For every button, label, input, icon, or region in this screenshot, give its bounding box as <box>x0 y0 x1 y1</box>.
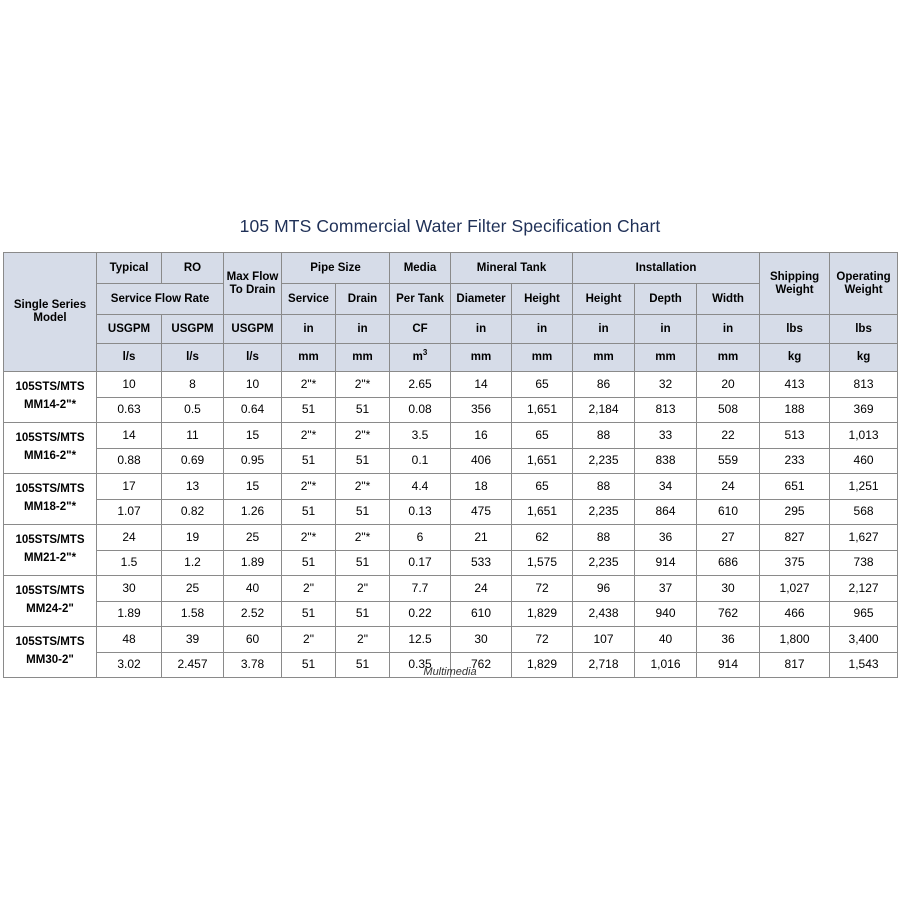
data-cell-imperial: 17 <box>97 474 162 500</box>
data-cell-metric: 51 <box>282 601 336 627</box>
header-sub-service-flow-rate: Service Flow Rate <box>97 284 224 315</box>
data-cell-metric: 1.58 <box>162 601 224 627</box>
header-row-units-metric <box>4 344 898 372</box>
data-cell-imperial: 1,251 <box>830 474 898 500</box>
table-row <box>4 397 898 423</box>
data-cell-imperial: 30 <box>697 576 760 602</box>
header-group-operating-weight: Operating Weight <box>830 253 898 315</box>
data-cell-metric: 51 <box>336 397 390 423</box>
data-cell-metric: 914 <box>697 652 760 678</box>
data-cell-metric: 686 <box>697 550 760 576</box>
data-cell-metric: 610 <box>451 601 512 627</box>
data-cell-imperial: 413 <box>760 372 830 398</box>
data-cell-imperial: 30 <box>451 627 512 653</box>
data-cell-imperial: 65 <box>512 372 573 398</box>
header-sub-install-width: Width <box>697 284 760 315</box>
data-cell-metric: 1,651 <box>512 448 573 474</box>
data-cell-metric: 0.08 <box>390 397 451 423</box>
data-cell-imperial: 96 <box>573 576 635 602</box>
header-unit-metric: kg <box>760 344 830 372</box>
table-row <box>4 601 898 627</box>
data-cell-metric: 356 <box>451 397 512 423</box>
data-cell-metric: 1,651 <box>512 397 573 423</box>
table-header <box>4 253 898 372</box>
model-name-line-1: 105STS/MTS <box>15 483 85 496</box>
header-single-series-model: Single Series Model <box>4 253 97 372</box>
data-cell-imperial: 34 <box>635 474 697 500</box>
header-unit-metric: mm <box>336 344 390 372</box>
data-cell-imperial: 62 <box>512 525 573 551</box>
data-cell-imperial: 18 <box>451 474 512 500</box>
data-cell-imperial: 15 <box>224 423 282 449</box>
header-unit-imperial: in <box>573 315 635 344</box>
data-cell-metric: 813 <box>635 397 697 423</box>
data-cell-imperial: 107 <box>573 627 635 653</box>
table-row-group <box>4 525 898 576</box>
data-cell-imperial: 15 <box>224 474 282 500</box>
data-cell-metric: 51 <box>282 550 336 576</box>
data-cell-metric: 0.1 <box>390 448 451 474</box>
data-cell-metric: 2,184 <box>573 397 635 423</box>
header-unit-imperial: lbs <box>760 315 830 344</box>
data-cell-metric: 0.95 <box>224 448 282 474</box>
data-cell-metric: 1.07 <box>97 499 162 525</box>
data-cell-metric: 1.5 <box>97 550 162 576</box>
table-row <box>4 525 898 551</box>
model-name-line-1: 105STS/MTS <box>15 636 85 649</box>
data-cell-metric: 233 <box>760 448 830 474</box>
data-cell-metric: 864 <box>635 499 697 525</box>
data-cell-metric: 1,829 <box>512 601 573 627</box>
data-cell-imperial: 11 <box>162 423 224 449</box>
data-cell-imperial: 3.5 <box>390 423 451 449</box>
header-unit-metric: kg <box>830 344 898 372</box>
model-cell <box>4 576 97 627</box>
table-row <box>4 448 898 474</box>
data-cell-imperial: 2.65 <box>390 372 451 398</box>
data-cell-metric: 51 <box>336 448 390 474</box>
data-cell-metric: 51 <box>336 652 390 678</box>
data-cell-imperial: 40 <box>635 627 697 653</box>
header-group-installation: Installation <box>573 253 760 284</box>
data-cell-metric: 2,438 <box>573 601 635 627</box>
header-group-media: Media <box>390 253 451 284</box>
header-group-ro: RO <box>162 253 224 284</box>
data-cell-imperial: 88 <box>573 525 635 551</box>
model-name-line-1: 105STS/MTS <box>15 381 85 394</box>
data-cell-metric: 0.22 <box>390 601 451 627</box>
header-group-shipping-weight: Shipping Weight <box>760 253 830 315</box>
data-cell-metric: 475 <box>451 499 512 525</box>
header-row-groups <box>4 253 898 284</box>
footer-caption: Multimedia <box>423 666 477 678</box>
header-unit-imperial: in <box>451 315 512 344</box>
data-cell-imperial: 10 <box>97 372 162 398</box>
data-cell-metric: 508 <box>697 397 760 423</box>
header-group-max-flow-to-drain: Max Flow To Drain <box>224 253 282 315</box>
table-row <box>4 372 898 398</box>
data-cell-metric: 295 <box>760 499 830 525</box>
data-cell-metric: 1,543 <box>830 652 898 678</box>
data-cell-imperial: 24 <box>451 576 512 602</box>
data-cell-imperial: 21 <box>451 525 512 551</box>
data-cell-metric: 1.89 <box>224 550 282 576</box>
header-unit-imperial: USGPM <box>224 315 282 344</box>
data-cell-imperial: 30 <box>97 576 162 602</box>
data-cell-imperial: 86 <box>573 372 635 398</box>
header-unit-imperial: USGPM <box>162 315 224 344</box>
header-unit-metric: mm <box>573 344 635 372</box>
data-cell-imperial: 88 <box>573 474 635 500</box>
header-unit-metric: mm <box>451 344 512 372</box>
data-cell-imperial: 2"* <box>282 372 336 398</box>
data-cell-metric: 406 <box>451 448 512 474</box>
header-unit-metric: mm <box>697 344 760 372</box>
model-name-line-1: 105STS/MTS <box>15 534 85 547</box>
data-cell-metric: 1,829 <box>512 652 573 678</box>
header-unit-metric: l/s <box>97 344 162 372</box>
data-cell-metric: 965 <box>830 601 898 627</box>
header-group-pipe-size: Pipe Size <box>282 253 390 284</box>
model-name-line-2: MM18-2"* <box>23 501 77 513</box>
data-cell-metric: 0.63 <box>97 397 162 423</box>
header-group-mineral-tank: Mineral Tank <box>451 253 573 284</box>
header-unit-imperial: in <box>282 315 336 344</box>
data-cell-metric: 838 <box>635 448 697 474</box>
data-cell-imperial: 48 <box>97 627 162 653</box>
header-unit-imperial: in <box>635 315 697 344</box>
data-cell-imperial: 72 <box>512 576 573 602</box>
metric-media-unit-exponent: 3 <box>422 348 428 358</box>
data-cell-imperial: 16 <box>451 423 512 449</box>
data-cell-imperial: 19 <box>162 525 224 551</box>
header-unit-imperial: in <box>697 315 760 344</box>
model-name-line-2: MM16-2"* <box>23 450 77 462</box>
metric-media-unit-base: m <box>412 351 423 364</box>
header-unit-metric: mm <box>512 344 573 372</box>
data-cell-imperial: 1,027 <box>760 576 830 602</box>
data-cell-metric: 0.13 <box>390 499 451 525</box>
model-name-line-2: MM24-2" <box>26 603 74 615</box>
header-sub-tank-diameter: Diameter <box>451 284 512 315</box>
data-cell-imperial: 39 <box>162 627 224 653</box>
data-cell-metric: 1.89 <box>97 601 162 627</box>
data-cell-metric: 2,235 <box>573 550 635 576</box>
data-cell-metric: 188 <box>760 397 830 423</box>
header-sub-pipe-drain: Drain <box>336 284 390 315</box>
data-cell-imperial: 2" <box>282 576 336 602</box>
data-cell-metric: 51 <box>336 601 390 627</box>
header-unit-metric-media <box>390 344 451 372</box>
data-cell-imperial: 2,127 <box>830 576 898 602</box>
data-cell-metric: 1,575 <box>512 550 573 576</box>
data-cell-imperial: 3,400 <box>830 627 898 653</box>
data-cell-metric: 2,235 <box>573 448 635 474</box>
data-cell-imperial: 33 <box>635 423 697 449</box>
data-cell-metric: 1.2 <box>162 550 224 576</box>
header-unit-metric: mm <box>282 344 336 372</box>
data-cell-metric: 0.64 <box>224 397 282 423</box>
data-cell-imperial: 2"* <box>336 525 390 551</box>
model-name-line-2: MM30-2" <box>26 654 74 666</box>
data-cell-imperial: 60 <box>224 627 282 653</box>
data-cell-metric: 0.5 <box>162 397 224 423</box>
data-cell-imperial: 1,800 <box>760 627 830 653</box>
data-cell-metric: 0.82 <box>162 499 224 525</box>
data-cell-imperial: 32 <box>635 372 697 398</box>
data-cell-imperial: 36 <box>697 627 760 653</box>
data-cell-imperial: 1,013 <box>830 423 898 449</box>
data-cell-imperial: 27 <box>697 525 760 551</box>
data-cell-imperial: 2"* <box>336 423 390 449</box>
data-cell-metric: 914 <box>635 550 697 576</box>
header-unit-imperial: CF <box>390 315 451 344</box>
data-cell-metric: 0.88 <box>97 448 162 474</box>
spec-table-container <box>3 252 897 678</box>
model-name-line-1: 105STS/MTS <box>15 432 85 445</box>
table-row <box>4 499 898 525</box>
table-row-group <box>4 474 898 525</box>
data-cell-imperial: 14 <box>97 423 162 449</box>
data-cell-metric: 762 <box>697 601 760 627</box>
data-cell-metric: 559 <box>697 448 760 474</box>
header-sub-pipe-service: Service <box>282 284 336 315</box>
data-cell-imperial: 22 <box>697 423 760 449</box>
data-cell-metric: 0.69 <box>162 448 224 474</box>
header-unit-metric: l/s <box>162 344 224 372</box>
data-cell-imperial: 2"* <box>282 423 336 449</box>
data-cell-imperial: 88 <box>573 423 635 449</box>
data-cell-metric: 466 <box>760 601 830 627</box>
data-cell-metric: 738 <box>830 550 898 576</box>
table-row <box>4 576 898 602</box>
data-cell-imperial: 813 <box>830 372 898 398</box>
header-unit-metric: mm <box>635 344 697 372</box>
model-name-line-2: MM14-2"* <box>23 399 77 411</box>
data-cell-imperial: 513 <box>760 423 830 449</box>
data-cell-metric: 375 <box>760 550 830 576</box>
data-cell-metric: 51 <box>282 652 336 678</box>
data-cell-imperial: 1,627 <box>830 525 898 551</box>
data-cell-imperial: 13 <box>162 474 224 500</box>
model-cell <box>4 423 97 474</box>
model-cell <box>4 372 97 423</box>
model-cell <box>4 474 97 525</box>
model-name-line-2: MM21-2"* <box>23 552 77 564</box>
data-cell-imperial: 7.7 <box>390 576 451 602</box>
table-row-group <box>4 576 898 627</box>
data-cell-metric: 51 <box>282 448 336 474</box>
data-cell-metric: 568 <box>830 499 898 525</box>
data-cell-imperial: 12.5 <box>390 627 451 653</box>
data-cell-imperial: 10 <box>224 372 282 398</box>
header-unit-imperial: in <box>512 315 573 344</box>
data-cell-metric: 51 <box>336 499 390 525</box>
data-cell-imperial: 65 <box>512 423 573 449</box>
data-cell-imperial: 2"* <box>336 372 390 398</box>
data-cell-imperial: 6 <box>390 525 451 551</box>
data-cell-imperial: 24 <box>97 525 162 551</box>
data-cell-metric: 0.17 <box>390 550 451 576</box>
header-unit-imperial: lbs <box>830 315 898 344</box>
data-cell-metric: 0.35 <box>390 652 451 678</box>
data-cell-metric: 762 <box>451 652 512 678</box>
table-row-group <box>4 372 898 423</box>
data-cell-imperial: 2" <box>336 576 390 602</box>
table-row <box>4 474 898 500</box>
header-row-units-imperial <box>4 315 898 344</box>
data-cell-imperial: 827 <box>760 525 830 551</box>
data-cell-imperial: 2" <box>282 627 336 653</box>
data-cell-metric: 369 <box>830 397 898 423</box>
table-row <box>4 423 898 449</box>
data-cell-metric: 1,651 <box>512 499 573 525</box>
model-cell <box>4 525 97 576</box>
data-cell-metric: 533 <box>451 550 512 576</box>
header-sub-media-per-tank: Per Tank <box>390 284 451 315</box>
data-cell-metric: 1,016 <box>635 652 697 678</box>
data-cell-metric: 817 <box>760 652 830 678</box>
data-cell-metric: 610 <box>697 499 760 525</box>
header-sub-install-height: Height <box>573 284 635 315</box>
data-cell-metric: 51 <box>336 550 390 576</box>
page-title: 105 MTS Commercial Water Filter Specification Chart <box>239 216 661 236</box>
data-cell-imperial: 2"* <box>282 525 336 551</box>
header-unit-imperial: USGPM <box>97 315 162 344</box>
table-row <box>4 550 898 576</box>
data-cell-imperial: 25 <box>224 525 282 551</box>
data-cell-metric: 2,235 <box>573 499 635 525</box>
data-cell-imperial: 36 <box>635 525 697 551</box>
data-cell-imperial: 24 <box>697 474 760 500</box>
specification-table <box>3 252 898 678</box>
header-sub-install-depth: Depth <box>635 284 697 315</box>
data-cell-imperial: 2"* <box>282 474 336 500</box>
data-cell-metric: 460 <box>830 448 898 474</box>
data-cell-metric: 51 <box>282 397 336 423</box>
data-cell-metric: 940 <box>635 601 697 627</box>
header-unit-metric: l/s <box>224 344 282 372</box>
data-cell-metric: 2.457 <box>162 652 224 678</box>
data-cell-imperial: 14 <box>451 372 512 398</box>
table-row <box>4 627 898 653</box>
data-cell-imperial: 651 <box>760 474 830 500</box>
header-sub-tank-height: Height <box>512 284 573 315</box>
data-cell-metric: 3.02 <box>97 652 162 678</box>
data-cell-metric: 3.78 <box>224 652 282 678</box>
header-unit-imperial: in <box>336 315 390 344</box>
data-cell-metric: 2.52 <box>224 601 282 627</box>
data-cell-imperial: 40 <box>224 576 282 602</box>
data-cell-imperial: 37 <box>635 576 697 602</box>
header-group-typical: Typical <box>97 253 162 284</box>
data-cell-imperial: 20 <box>697 372 760 398</box>
data-cell-imperial: 72 <box>512 627 573 653</box>
table-row-group <box>4 423 898 474</box>
model-name-line-1: 105STS/MTS <box>15 585 85 598</box>
data-cell-metric: 51 <box>282 499 336 525</box>
data-cell-imperial: 8 <box>162 372 224 398</box>
data-cell-imperial: 65 <box>512 474 573 500</box>
data-cell-imperial: 4.4 <box>390 474 451 500</box>
data-cell-metric: 1.26 <box>224 499 282 525</box>
data-cell-imperial: 2"* <box>336 474 390 500</box>
data-cell-metric: 2,718 <box>573 652 635 678</box>
data-cell-imperial: 2" <box>336 627 390 653</box>
data-cell-imperial: 25 <box>162 576 224 602</box>
